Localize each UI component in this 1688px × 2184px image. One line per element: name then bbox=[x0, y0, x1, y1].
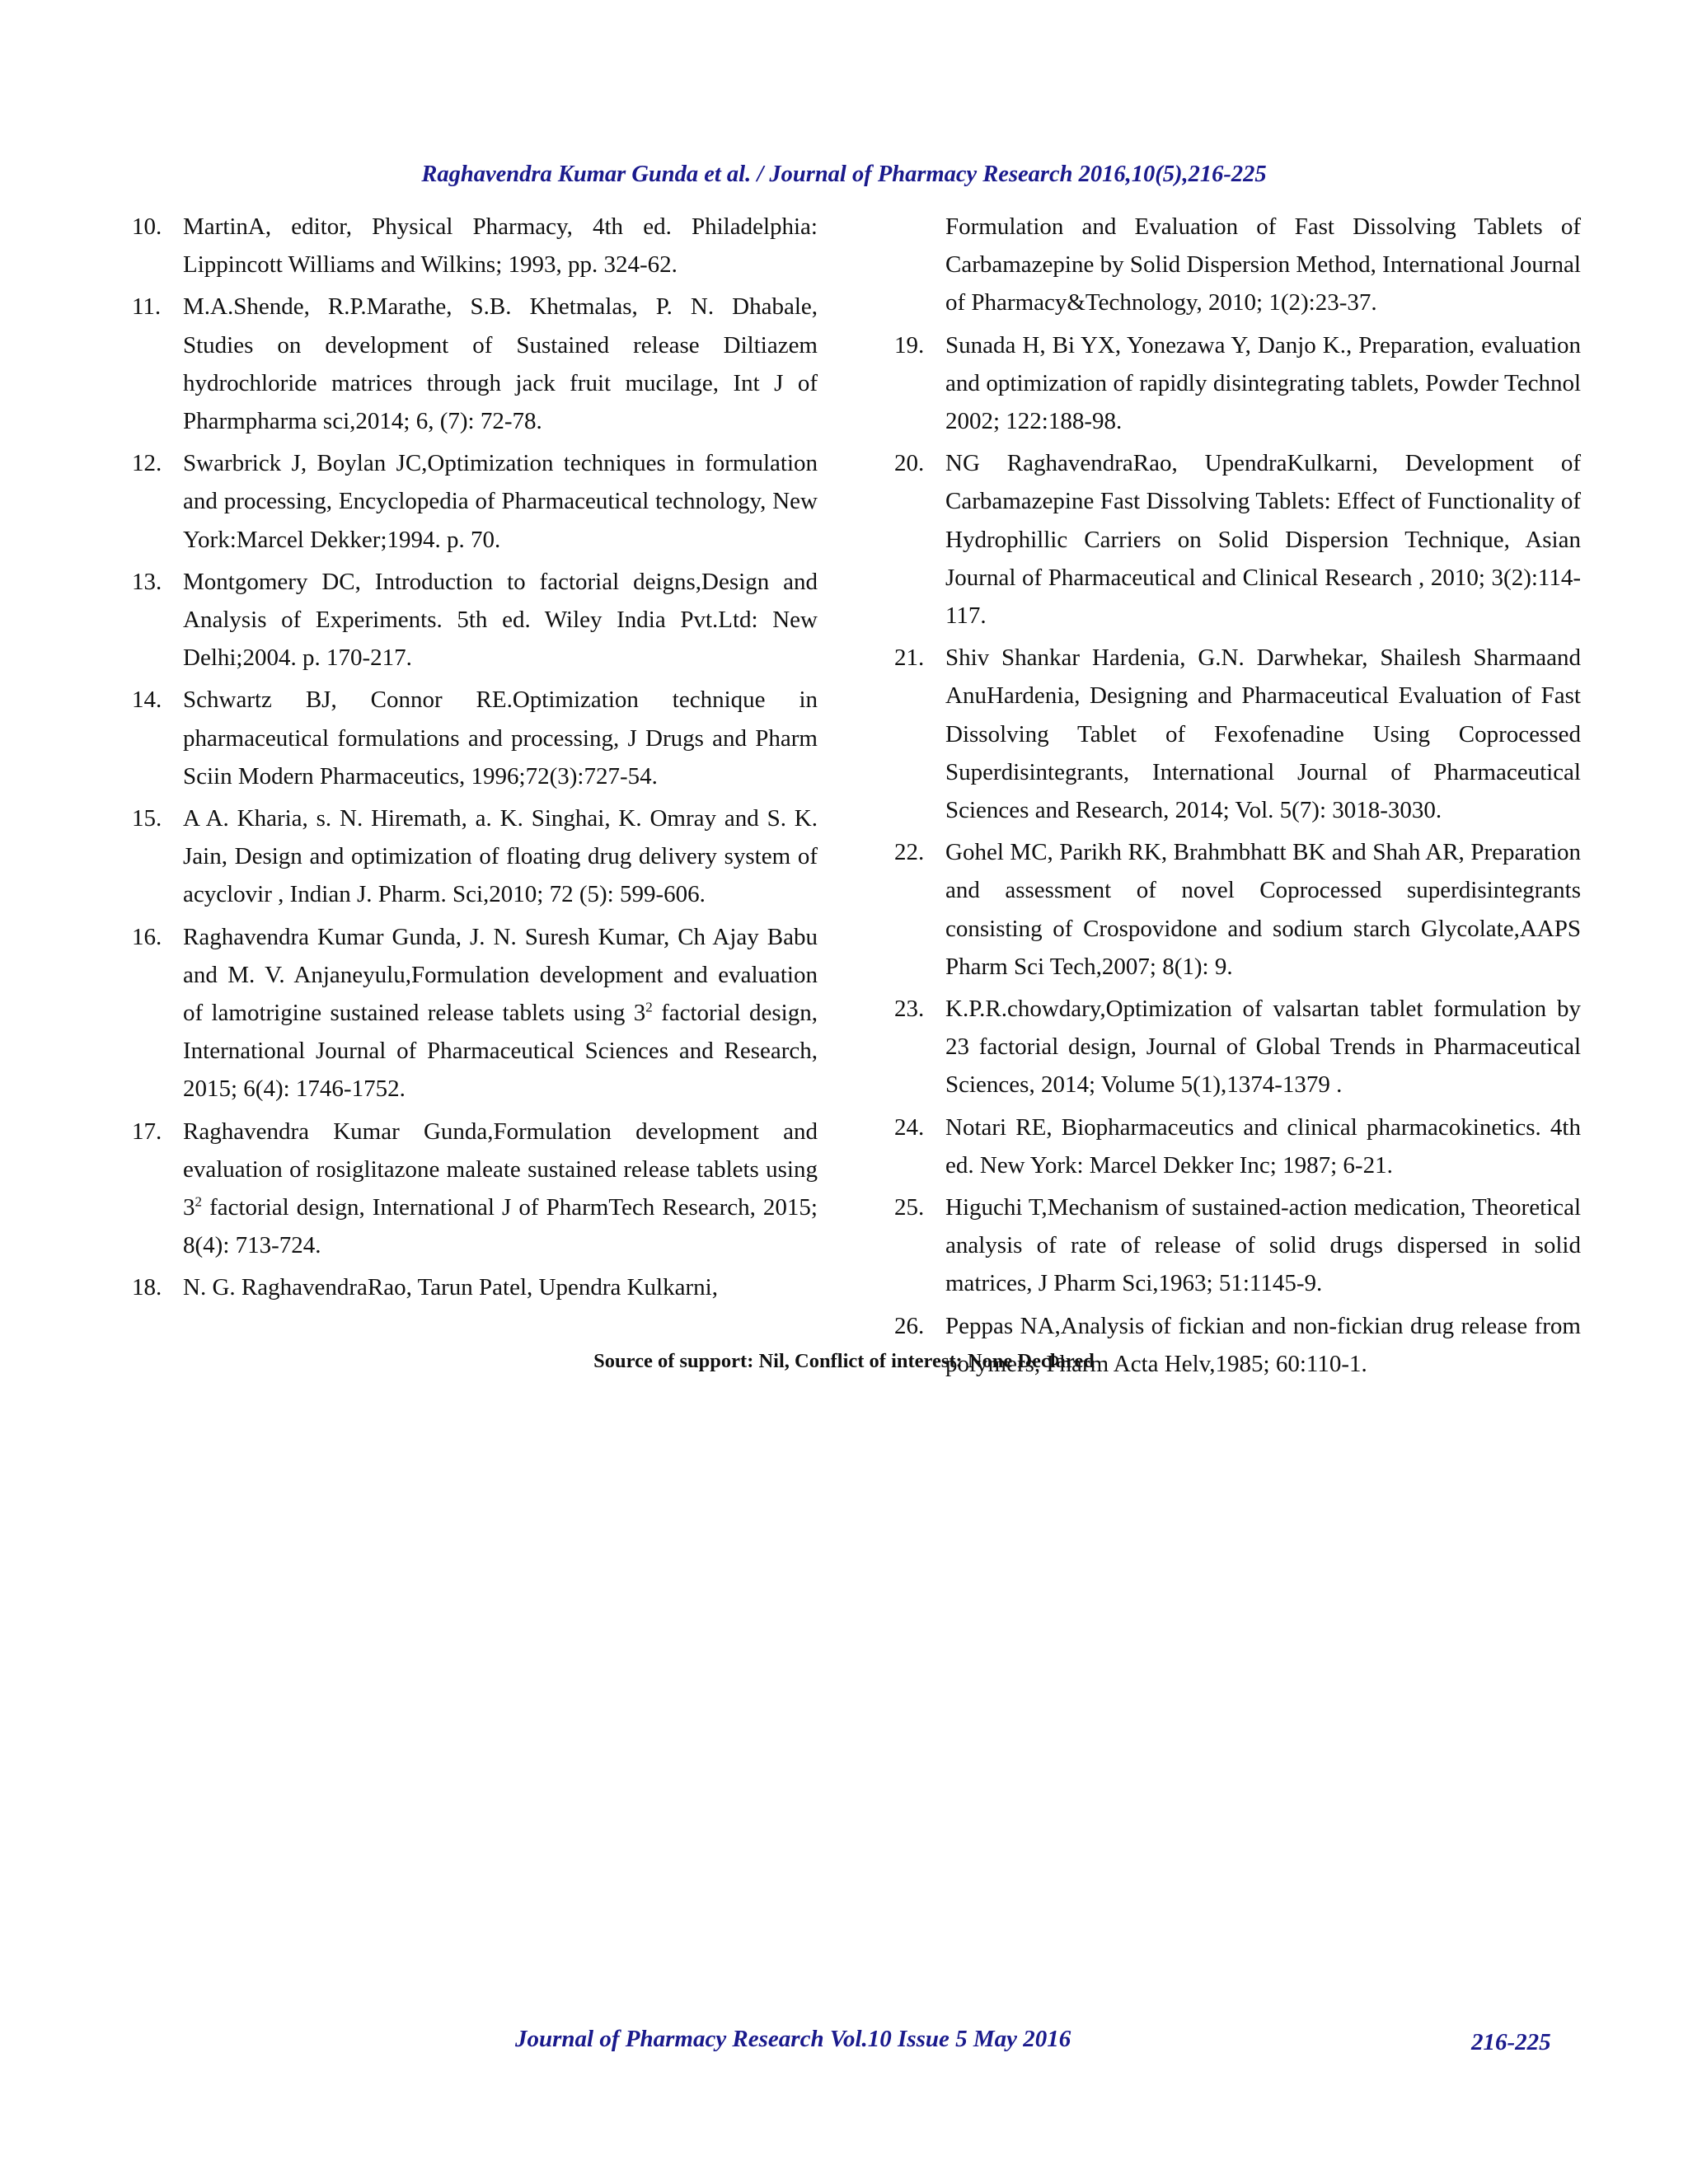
reference-item: 15. A A. Kharia, s. N. Hiremath, a. K. Singhai, K. Omray and S. K. Jain, Design and optimization of floating drug delivery system of acyclovir , Indian J. Pharm. Sci,2010; 72 (5): 599-606. bbox=[132, 805, 818, 908]
reference-item: 13. Montgomery DC, Introduction to factorial deigns,Design and Analysis of Experiments. 5th ed. Wiley India Pvt.Ltd: New Delhi;2004. p. 170-217. bbox=[132, 568, 818, 672]
reference-item: 18. N. G. RaghavendraRao, Tarun Patel, Upendra Kulkarni, bbox=[132, 1274, 718, 1301]
reference-item: 25. Higuchi T,Mechanism of sustained-action medication, Theoretical analysis of rate of release of solid drugs dispersed in solid matrices, J Pharm Sci,1963; 51:1145-9. bbox=[894, 1194, 1581, 1297]
reference-continuation: Formulation and Evaluation of Fast Dissolving Tablets of Carbamazepine by Solid Dispersion Method, International Journal of Pharmacy&Technology, 2010; 1(2):23-37. bbox=[945, 213, 1581, 316]
footer-journal: Journal of Pharmacy Research Vol.10 Issue 5 May 2016 bbox=[515, 2026, 1071, 2052]
reference-item: 21. Shiv Shankar Hardenia, G.N. Darwhekar, Shailesh Sharmaand AnuHardenia, Designing and Pharmaceutical Evaluation of Fast Dissolving Tablet of Fexofenadine Using Coprocessed Superdisintegrants, International Journal of Pharmaceutical Sciences and Research, 2014; Vol. 5(7): 3018-3030. bbox=[894, 644, 1581, 824]
reference-item: 22. Gohel MC, Parikh RK, Brahmbhatt BK and Shah AR, Preparation and assessment of novel Coprocessed superdisintegrants consisting of Crospovidone and sodium starch Glycolate,AAPS Pharm Sci Tech,2007; 8(1): 9. bbox=[894, 839, 1581, 980]
reference-item: 16. Raghavendra Kumar Gunda, J. N. Suresh Kumar, Ch Ajay Babu and M. V. Anjaneyulu,Formulation development and evaluation of lamotrigine sustained release tablets using $3^2$ factorial design, International Journal of Pharmaceutical Sciences and Research, 2015; 6(4): 1746-1752. bbox=[132, 923, 818, 1103]
reference-item: 20. NG RaghavendraRao, UpendraKulkarni, Development of Carbamazepine Fast Dissolving Tablets: Effect of Functionality of Hydrophillic Carriers on Solid Dispersion Technique, Asian Journal of Pharmaceutical and Clinical Research , 2010; 3(2):114-117. bbox=[894, 450, 1581, 630]
running-header: Raghavendra Kumar Gunda et al. / Journal of Pharmacy Research 2016,10(5),216-225 bbox=[421, 162, 1267, 187]
reference-item: 12. Swarbrick J, Boylan JC,Optimization techniques in formulation and processing, Encyclopedia of Pharmaceutical technology, New York:Marcel Dekker;1994. p. 70. bbox=[132, 450, 818, 553]
reference-item: 19. Sunada H, Bi YX, Yonezawa Y, Danjo K., Preparation, evaluation and optimization of rapidly disintegrating tablets, Powder Technol 2002; 122:188-98. bbox=[894, 331, 1581, 435]
reference-item: 26. Peppas NA,Analysis of fickian and non-fickian drug release from polymers, Pharm Acta Helv,1985; 60:110-1. bbox=[894, 1312, 1581, 1377]
reference-item: 24. Notari RE, Biopharmaceutics and clinical pharmacokinetics. 4th ed. New York: Marcel Dekker Inc; 1987; 6-21. bbox=[894, 1113, 1581, 1179]
reference-item: 14. Schwartz BJ, Connor RE.Optimization technique in pharmaceutical formulations and processing, J Drugs and Pharm Sciin Modern Pharmaceutics, 1996;72(3):727-54. bbox=[132, 687, 818, 790]
left-column bbox=[132, 208, 818, 1311]
footer-page-range: 216-225 bbox=[1471, 2029, 1551, 2055]
right-column bbox=[894, 208, 1581, 1387]
reference-item: 10. MartinA, editor, Physical Pharmacy, 4th ed. Philadelphia: Lippincott Williams and Wilkins; 1993, pp. 324-62. bbox=[132, 213, 818, 279]
support-statement: Source of support: Nil, Conflict of interest: None Declared bbox=[593, 1350, 1095, 1372]
reference-item: 11. M.A.Shende, R.P.Marathe, S.B. Khetmalas, P. N. Dhabale, Studies on development of Sustained release Diltiazem hydrochloride matrices through jack fruit mucilage, Int J of Pharmpharma sci,2014; 6, (7): 72-78. bbox=[132, 293, 818, 435]
reference-item: 17. Raghavendra Kumar Gunda,Formulation development and evaluation of rosiglitazone maleate sustained release tablets using $3^2$ factorial design, International J of PharmTech Research, 2015; 8(4): 713-724. bbox=[132, 1118, 818, 1259]
reference-item: 23. K.P.R.chowdary,Optimization of valsartan tablet formulation by 23 factorial design, Journal of Global Trends in Pharmaceutical Sciences, 2014; Volume 5(1),1374-1379 . bbox=[894, 996, 1581, 1099]
